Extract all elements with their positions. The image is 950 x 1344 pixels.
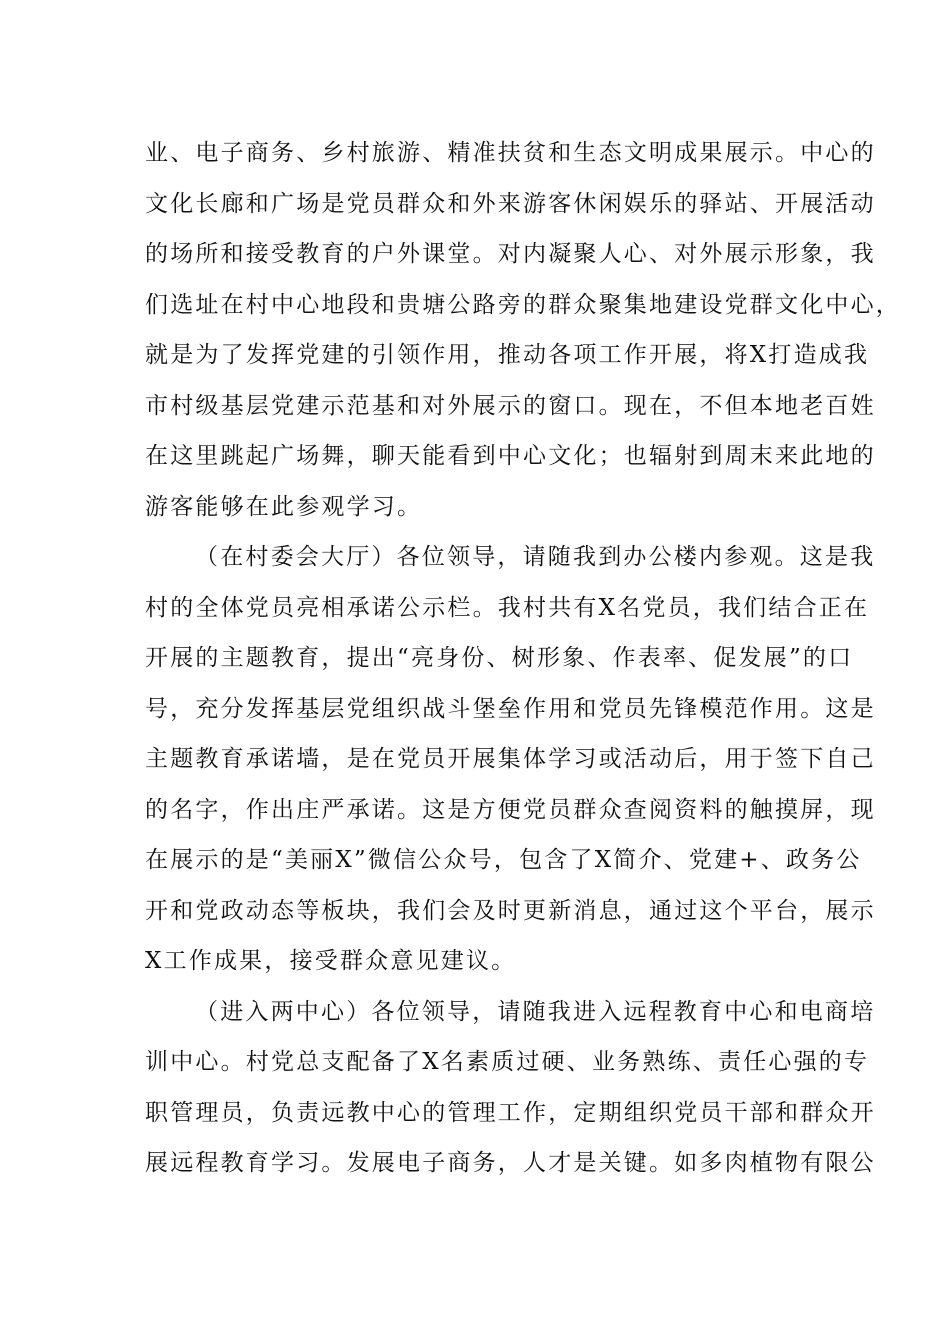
paragraph-first-line: （在村委会大厅）各位领导，请随我到办公楼内参观。这是我: [195, 544, 876, 570]
text-line: 村的全体党员亮相承诺公示栏。我村共有X名党员，我们结合正在: [145, 594, 870, 621]
text-line: 主题教育承诺墙，是在党员开展集体学习或活动后，用于签下自己: [145, 746, 876, 772]
paragraph-first-line: （进入两中心）各位领导，请随我进入远程教育中心和电商培: [195, 998, 876, 1025]
text-line: 们选址在村中心地段和贵塘公路旁的群众聚集地建设党群文化中心，: [145, 291, 901, 318]
text-line: X工作成果，接受群众意见建议。: [145, 948, 517, 974]
text-line: 就是为了发挥党建的引领作用，推动各项工作开展，将X打造成我: [145, 342, 870, 368]
text-line: 游客能够在此参观学习。: [145, 493, 423, 520]
text-line: 的场所和接受教育的户外课堂。对内凝聚人心、对外展示形象，我: [145, 241, 876, 267]
text-line: 开展的主题教育，提出“亮身份、树形象、作表率、促发展”的口: [145, 645, 854, 671]
text-line: 业、电子商务、乡村旅游、精准扶贫和生态文明成果展示。中心的: [145, 140, 876, 166]
text-line: 在这里跳起广场舞，聊天能看到中心文化；也辐射到周末来此地的: [145, 443, 876, 469]
document-body: [145, 128, 901, 1189]
text-line: 市村级基层党建示范基和对外展示的窗口。现在，不但本地老百姓: [145, 392, 876, 419]
text-line: 展远程教育学习。发展电子商务，人才是关键。如多肉植物有限公: [145, 1150, 876, 1176]
text-line: 文化长廊和广场是党员群众和外来游客休闲娱乐的驿站、开展活动: [145, 190, 876, 217]
text-line: 号，充分发挥基层党组织战斗堡垒作用和党员先锋模范作用。这是: [145, 695, 876, 722]
text-line: 开和党政动态等板块，我们会及时更新消息，通过这个平台，展示: [145, 897, 876, 924]
text-line: 职管理员，负责远教中心的管理工作，定期组织党员干部和群众开: [145, 1099, 876, 1126]
text-line: 训中心。村党总支配备了X名素质过硬、业务熟练、责任心强的专: [145, 1049, 870, 1075]
text-line: 在展示的是“美丽X”微信公众号，包含了X简介、党建+、政务公: [145, 847, 862, 873]
text-line: 的名字，作出庄严承诺。这是方便党员群众查阅资料的触摸屏，现: [145, 796, 876, 823]
